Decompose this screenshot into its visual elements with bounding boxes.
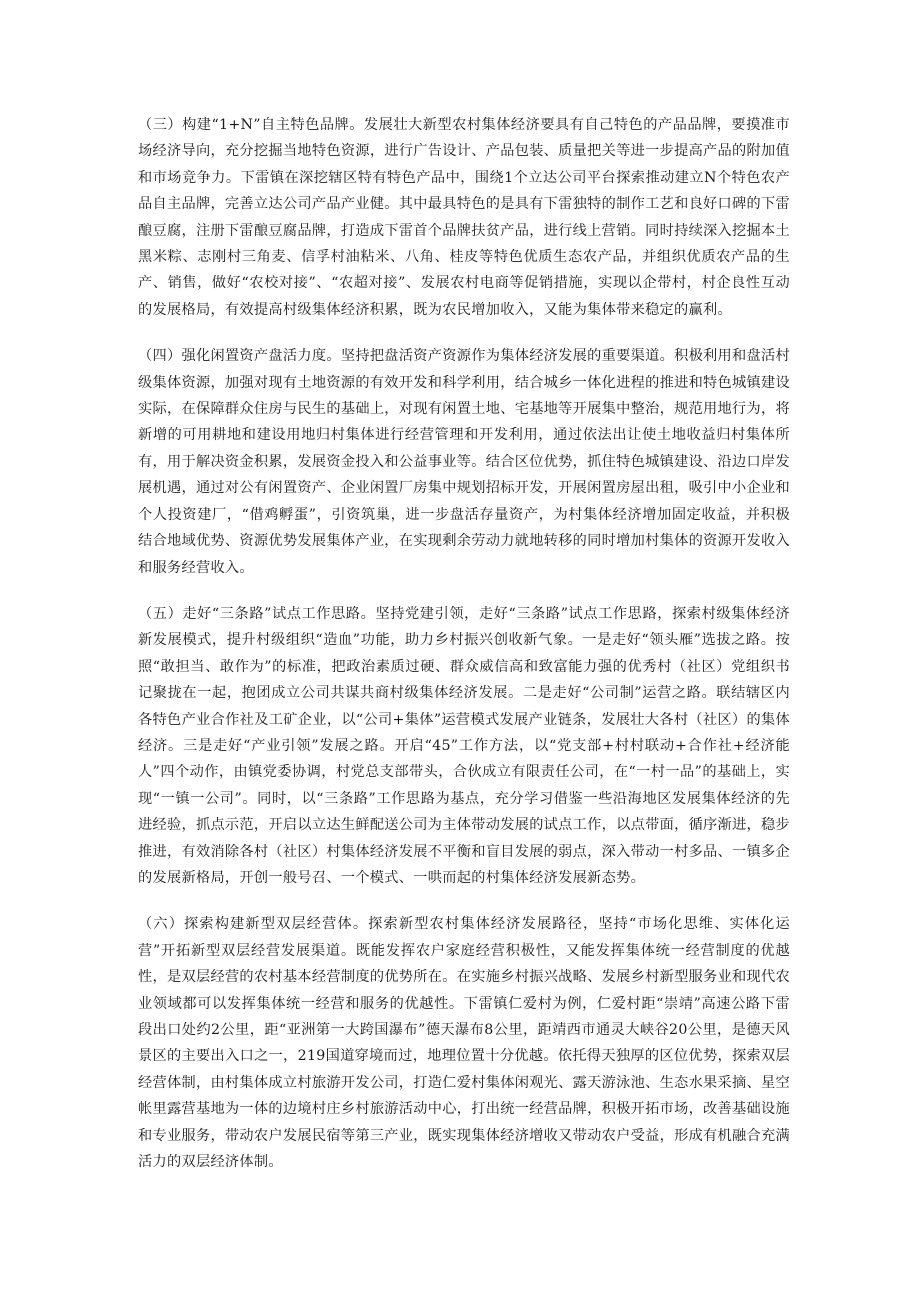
paragraph-section-5: （五）走好“三条路”试点工作思路。坚持党建引领，走好“三条路”试点工作思路，探索村级集体经济新发展模式，提升村级组织“造血”功能，助力乡村振兴创收新气象。一是走好“领头雁”选拔之路。按照“敢担当、敢作为”的标准，把政治素质过硬、群众威信高和致富能力强的优秀村（社区）党组织书记聚拢在一起，抱团成立公司共谋共商村级集体经济发展。二是走好“公司制”运营之路。联结辖区内各特色产业合作社及工矿企业，以“公司+集体”运营模式发展产业链条，发展壮大各村（社区）的集体经济。三是走好“产业引领”发展之路。开启“45”工作方法，以“党支部+村村联动+合作社+经济能人”四个动作，由镇党委协调，村党总支部带头，合伙成立有限责任公司，在“一村一品”的基础上，实现“一镇一公司”。同时，以“三条路”工作思路为基点，充分学习借鉴一些沿海地区发展集体经济的先进经验，抓点示范，开启以立达生鲜配送公司为主体带动发展的试点工作，以点带面，循序渐进，稳步推进，有效消除各村（社区）村集体经济发展不平衡和盲目发展的弱点，深入带动一村多品、一镇多企的发展新格局，开创一般号召、一个模式、一哄而起的村集体经济发展新态势。 bbox=[138, 605, 790, 886]
paragraph-section-6: （六）探索构建新型双层经营体。探索新型农村集体经济发展路径，坚持“市场化思维、实体化运营”开拓新型双层经营发展渠道。既能发挥农户家庭经营积极性，又能发挥集体统一经营制度的优越性，是双层经营的农村基本经营制度的优势所在。在实施乡村振兴战略、发展乡村新型服务业和现代农业领域都可以发挥集体统一经营和服务的优越性。下雷镇仁爱村为例，仁爱村距“崇靖”高速公路下雷段出口处约2公里，距“亚洲第一大跨国瀑布”德天瀑布8公里，距靖西市通灵大峡谷20公里，是德天风景区的主要出入口之一，219国道穿境而过，地理位置十分优越。依托得天独厚的区位优势，探索双层经营体制，由村集体成立村旅游开发公司，打造仁爱村集体闲观光、露天游泳池、生态水果采摘、星空帐里露营基地为一体的边境村庄乡村旅游活动中心，打出统一经营品牌，积极开拓市场，改善基础设施和专业服务，带动农户发展民宿等第三产业，既实现集体经济增收又带动农户受益，形成有机融合充满活力的双层经济体制。 bbox=[138, 916, 790, 1171]
paragraph-section-4: （四）强化闲置资产盘活力度。坚持把盘活资产资源作为集体经济发展的重要渠道。积极利用和盘活村级集体资源，加强对现有土地资源的有效开发和科学利用，结合城乡一体化进程的推进和特色城镇建设实际，在保障群众住房与民生的基础上，对现有闲置土地、宅基地等开展集中整治，规范用地行为，将新增的可用耕地和建设用地归村集体进行经营管理和开发利用，通过依法出让使土地收益归村集体所有，用于解决资金积累，发展资金投入和公益事业等。结合区位优势，抓住特色城镇建设、沿边口岸发展机遇，通过对公有闲置资产、企业闲置厂房集中规划招标开发，开展闲置房屋出租，吸引中小企业和个人投资建厂，“借鸡孵蛋”，引资筑巢，进一步盘活存量资产，为村集体经济增加固定收益，并积极结合地域优势、资源优势发展集体产业，在实现剩余劳动力就地转移的同时增加村集体的资源开发收入和服务经营收入。 bbox=[138, 348, 790, 576]
paragraph-section-3: （三）构建“1+N”自主特色品牌。发展壮大新型农村集体经济要具有自己特色的产品品牌，要摸准市场经济导向，充分挖掘当地特色资源，进行广告设计、产品包装、质量把关等进一步提高产品的附加值和市场竞争力。下雷镇在深挖辖区特有特色产品中，围绕1个立达公司平台探索推动建立N个特色农产品自主品牌，完善立达公司产品产业健。其中最具特色的是具有下雷独特的制作工艺和良好口碑的下雷酿豆腐，注册下雷酿豆腐品牌，打造成下雷首个品牌扶贫产品，进行线上营销。同时持续深入挖掘本土黑米粽、志刚村三角麦、信孚村油粘米、八角、桂皮等特色优质生态农产品，并组织优质农产品的生产、销售，做好“农校对接”、“农超对接”、发展农村电商等促销措施，实现以企带村，村企良性互动的发展格局，有效提高村级集体经济积累，既为农民增加收入，又能为集体带来稳定的赢利。 bbox=[138, 117, 790, 318]
document-body bbox=[138, 112, 790, 1175]
